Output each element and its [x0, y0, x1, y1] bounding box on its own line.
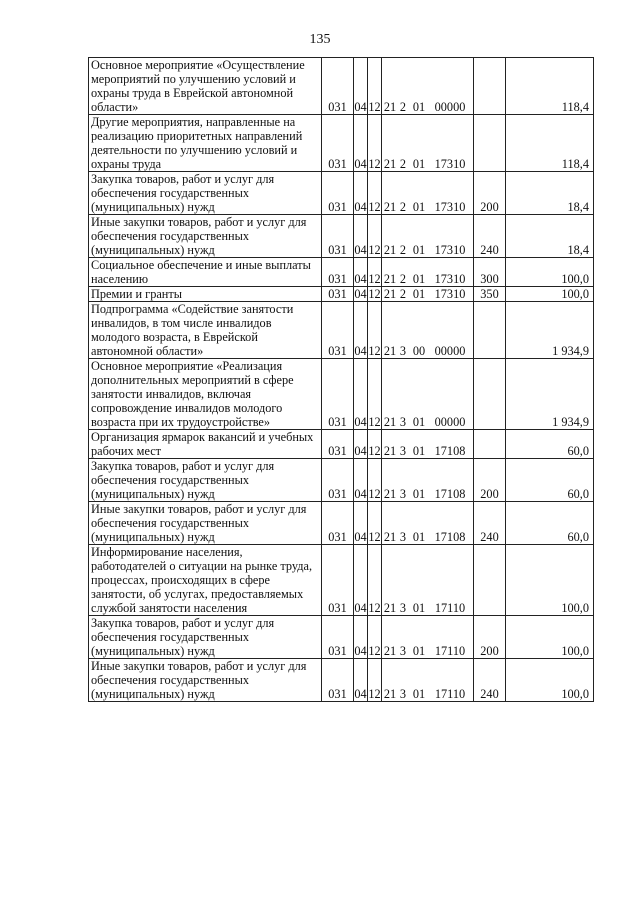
ministry-code: 031 [322, 459, 354, 502]
expense-type-code: 350 [474, 287, 506, 302]
amount: 60,0 [506, 430, 594, 459]
table-row [89, 258, 594, 287]
target-code-part: 17310 [434, 200, 466, 214]
target-code-part: 17310 [434, 157, 466, 171]
table-row [89, 502, 594, 545]
section-code: 04 [354, 459, 368, 502]
budget-table [88, 57, 594, 702]
subsection-code: 12 [368, 616, 382, 659]
expense-type-code: 240 [474, 502, 506, 545]
target-code-part: 21 [383, 530, 397, 544]
expense-type-code: 240 [474, 659, 506, 702]
target-code [382, 287, 474, 302]
target-code [382, 659, 474, 702]
table-row [89, 115, 594, 172]
expense-type-code [474, 58, 506, 115]
amount: 1 934,9 [506, 359, 594, 430]
amount: 100,0 [506, 258, 594, 287]
amount: 100,0 [506, 659, 594, 702]
ministry-code: 031 [322, 502, 354, 545]
target-code-part: 2 [399, 272, 407, 286]
target-code-part: 01 [412, 444, 426, 458]
target-code [382, 459, 474, 502]
expense-type-code: 240 [474, 215, 506, 258]
section-code: 04 [354, 359, 368, 430]
amount: 60,0 [506, 459, 594, 502]
ministry-code: 031 [322, 659, 354, 702]
expense-type-code [474, 359, 506, 430]
target-code-part: 00000 [434, 100, 466, 114]
amount: 100,0 [506, 287, 594, 302]
target-code [382, 502, 474, 545]
section-code: 04 [354, 258, 368, 287]
row-name: Основное мероприятие «Реализация дополнительных мероприятий в сфере занятости инвалидов, включая сопровождение инвалидов молодого возраста при их трудоустройстве» [89, 359, 322, 430]
section-code: 04 [354, 302, 368, 359]
target-code-part: 21 [383, 157, 397, 171]
section-code: 04 [354, 172, 368, 215]
target-code-part: 21 [383, 415, 397, 429]
target-code-part: 00000 [434, 344, 466, 358]
amount: 1 934,9 [506, 302, 594, 359]
target-code-part: 3 [399, 644, 407, 658]
ministry-code: 031 [322, 115, 354, 172]
expense-type-code [474, 302, 506, 359]
amount: 60,0 [506, 502, 594, 545]
target-code-part: 17108 [434, 530, 466, 544]
target-code [382, 302, 474, 359]
expense-type-code: 200 [474, 616, 506, 659]
subsection-code: 12 [368, 359, 382, 430]
subsection-code: 12 [368, 659, 382, 702]
target-code-part: 01 [412, 530, 426, 544]
row-name: Закупка товаров, работ и услуг для обеспечения государственных (муниципальных) нужд [89, 616, 322, 659]
ministry-code: 031 [322, 359, 354, 430]
target-code-part: 21 [383, 287, 397, 301]
section-code: 04 [354, 287, 367, 301]
section-code: 04 [354, 58, 368, 115]
target-code-part: 17310 [434, 287, 466, 301]
target-code-part: 2 [399, 243, 407, 257]
table-row [89, 172, 594, 215]
row-name: Закупка товаров, работ и услуг для обеспечения государственных (муниципальных) нужд [89, 172, 322, 215]
target-code-part: 21 [383, 601, 397, 615]
target-code-part: 01 [412, 243, 426, 257]
row-name: Иные закупки товаров, работ и услуг для обеспечения государственных (муниципальных) нужд [89, 215, 322, 258]
expense-type-code [474, 115, 506, 172]
target-code-part: 17110 [434, 687, 466, 701]
target-code-part: 2 [399, 287, 407, 301]
target-code-part: 17110 [434, 601, 466, 615]
table-row [89, 430, 594, 459]
section-code: 04 [354, 115, 368, 172]
expense-type-code: 200 [474, 459, 506, 502]
target-code-part: 17108 [434, 487, 466, 501]
row-name: Социальное обеспечение и иные выплаты населению [89, 258, 322, 287]
target-code-part: 3 [399, 601, 407, 615]
table-row [89, 545, 594, 616]
target-code-part: 01 [412, 272, 426, 286]
target-code [382, 115, 474, 172]
target-code-part: 21 [383, 200, 397, 214]
ministry-code: 031 [322, 258, 354, 287]
target-code-part: 01 [412, 601, 426, 615]
subsection-code: 12 [368, 545, 382, 616]
target-code [382, 359, 474, 430]
row-name: Организация ярмарок вакансий и учебных рабочих мест [89, 430, 322, 459]
target-code-part: 17310 [434, 243, 466, 257]
row-name: Информирование населения, работодателей о ситуации на рынке труда, процессах, происходящих в сфере занятости, об услугах, предоставляемых службой занятости населения [89, 545, 322, 616]
target-code-part: 01 [412, 644, 426, 658]
target-code-part: 00000 [434, 415, 466, 429]
ministry-code: 031 [322, 430, 354, 459]
ministry-code: 031 [322, 172, 354, 215]
target-code-part: 3 [399, 487, 407, 501]
target-code-part: 2 [399, 100, 407, 114]
target-code-part: 01 [412, 200, 426, 214]
target-code-part: 01 [412, 100, 426, 114]
subsection-code: 12 [368, 115, 382, 172]
target-code-part: 01 [412, 157, 426, 171]
target-code-part: 01 [412, 687, 426, 701]
target-code-part: 21 [383, 644, 397, 658]
target-code-part: 3 [399, 687, 407, 701]
section-code: 04 [354, 430, 368, 459]
target-code-part: 3 [399, 415, 407, 429]
table-row [89, 659, 594, 702]
target-code [382, 258, 474, 287]
table-row [89, 58, 594, 115]
target-code [382, 172, 474, 215]
target-code-part: 21 [383, 487, 397, 501]
subsection-code: 12 [368, 287, 381, 301]
amount: 118,4 [506, 58, 594, 115]
target-code [382, 616, 474, 659]
target-code [382, 215, 474, 258]
subsection-code: 12 [368, 502, 382, 545]
amount: 100,0 [506, 616, 594, 659]
target-code-part: 21 [383, 344, 397, 358]
section-code: 04 [354, 659, 368, 702]
target-code-part: 01 [412, 487, 426, 501]
row-name: Другие мероприятия, направленные на реализацию приоритетных направлений деятельности по улучшению условий и охраны труда [89, 115, 322, 172]
ministry-code: 031 [322, 58, 354, 115]
target-code-part: 01 [412, 415, 426, 429]
row-name: Премии и гранты [89, 287, 322, 302]
ministry-code: 031 [322, 302, 354, 359]
amount: 118,4 [506, 115, 594, 172]
ministry-code: 031 [322, 287, 354, 302]
row-name: Закупка товаров, работ и услуг для обеспечения государственных (муниципальных) нужд [89, 459, 322, 502]
target-code-part: 21 [383, 444, 397, 458]
target-code-part: 2 [399, 157, 407, 171]
section-code: 04 [354, 616, 368, 659]
expense-type-code [474, 430, 506, 459]
table-row [89, 287, 594, 302]
target-code-part: 17108 [434, 444, 466, 458]
expense-type-code: 200 [474, 172, 506, 215]
ministry-code: 031 [322, 215, 354, 258]
target-code-part: 21 [383, 687, 397, 701]
subsection-code: 12 [368, 459, 382, 502]
target-code-part: 17310 [434, 272, 466, 286]
subsection-code: 12 [368, 172, 382, 215]
section-code: 04 [354, 502, 368, 545]
table-row [89, 215, 594, 258]
row-name: Иные закупки товаров, работ и услуг для обеспечения государственных (муниципальных) нужд [89, 659, 322, 702]
subsection-code: 12 [368, 215, 382, 258]
subsection-code: 12 [368, 58, 382, 115]
target-code-part: 00 [412, 344, 426, 358]
target-code-part: 17110 [434, 644, 466, 658]
target-code-part: 3 [399, 530, 407, 544]
table-row [89, 616, 594, 659]
target-code-part: 21 [383, 100, 397, 114]
table-row [89, 459, 594, 502]
target-code-part: 01 [412, 287, 426, 301]
amount: 18,4 [506, 172, 594, 215]
expense-type-code: 300 [474, 258, 506, 287]
page-number: 135 [309, 32, 331, 47]
target-code-part: 21 [383, 243, 397, 257]
target-code [382, 430, 474, 459]
target-code [382, 58, 474, 115]
subsection-code: 12 [368, 430, 382, 459]
target-code [382, 545, 474, 616]
section-code: 04 [354, 545, 368, 616]
expense-type-code [474, 545, 506, 616]
target-code-part: 2 [399, 200, 407, 214]
section-code: 04 [354, 215, 368, 258]
table-row [89, 302, 594, 359]
table-row [89, 359, 594, 430]
ministry-code: 031 [322, 545, 354, 616]
subsection-code: 12 [368, 258, 382, 287]
row-name: Подпрограмма «Содействие занятости инвалидов, в том числе инвалидов молодого возраста, в Еврейской автономной области» [89, 302, 322, 359]
row-name: Иные закупки товаров, работ и услуг для обеспечения государственных (муниципальных) нужд [89, 502, 322, 545]
subsection-code: 12 [368, 302, 382, 359]
target-code-part: 3 [399, 444, 407, 458]
amount: 100,0 [506, 545, 594, 616]
target-code-part: 3 [399, 344, 407, 358]
ministry-code: 031 [322, 616, 354, 659]
target-code-part: 21 [383, 272, 397, 286]
amount: 18,4 [506, 215, 594, 258]
row-name: Основное мероприятие «Осуществление мероприятий по улучшению условий и охраны труда в Еврейской автономной области» [89, 58, 322, 115]
